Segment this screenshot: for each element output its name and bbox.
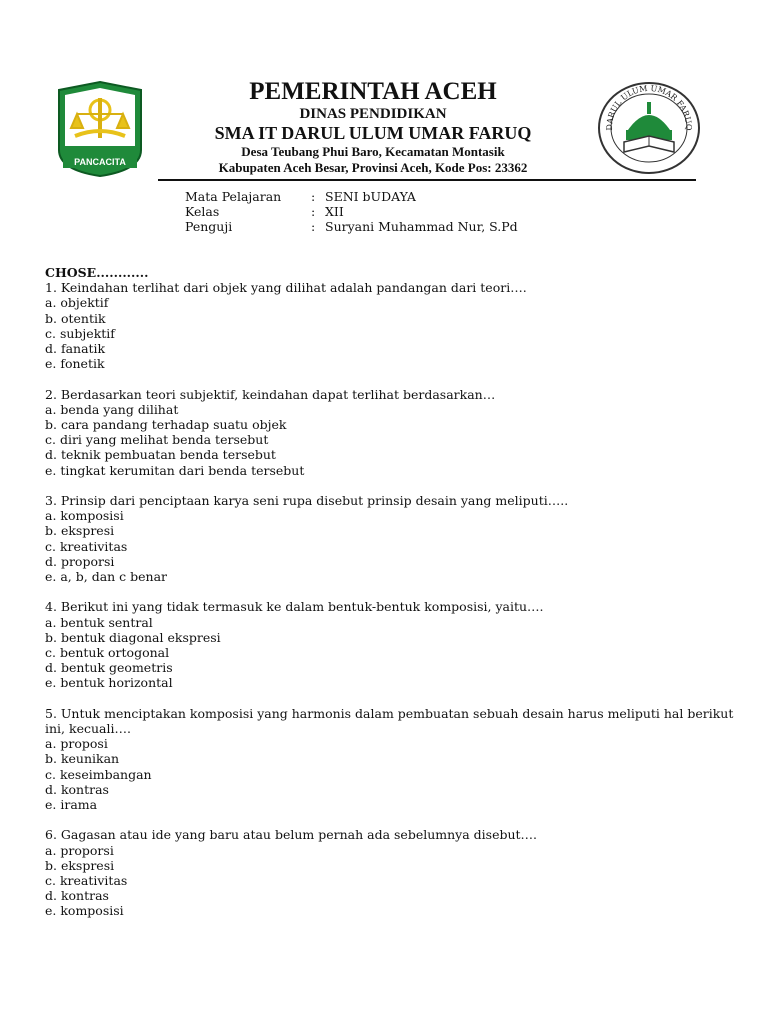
answer-option: d. teknik pembuatan benda tersebut	[45, 447, 276, 463]
answer-option: a. bentuk sentral	[45, 614, 153, 630]
answer-option: e. fonetik	[45, 356, 105, 372]
answer-option: a. proposi	[45, 736, 108, 752]
answer-option: d. kontras	[45, 888, 109, 904]
answer-option: e. irama	[45, 797, 98, 813]
answer-option: d. fanatik	[45, 341, 106, 357]
section-title: CHOSE............	[45, 265, 149, 280]
pancacita-label: PANCACITA	[74, 157, 126, 167]
question-text: 6. Gagasan atau ide yang baru atau belum pernah ada sebelumnya disebut….	[45, 827, 538, 843]
answer-option: d. bentuk geometris	[45, 660, 173, 676]
answer-option: b. ekspresi	[45, 523, 115, 539]
header-divider	[158, 179, 696, 181]
address-line-2: Kabupaten Aceh Besar, Provinsi Aceh, Kode Pos: 23362	[218, 160, 528, 175]
exam-info	[185, 189, 518, 234]
answer-option: e. a, b, dan c benar	[45, 569, 168, 585]
meta-value: XII	[325, 204, 344, 219]
question-block	[45, 387, 735, 478]
question-text: 5. Untuk menciptakan komposisi yang harmonis dalam pembuatan sebuah desain harus meliputi hal berikut ini, kecuali….	[45, 705, 734, 737]
question-block	[45, 599, 735, 690]
meta-separator: :	[311, 189, 316, 204]
question-block	[45, 706, 735, 812]
answer-option: a. objektif	[45, 295, 109, 311]
answer-option: d. proporsi	[45, 553, 115, 569]
answer-option: c. diri yang melihat benda tersebut	[45, 432, 269, 448]
meta-key: Penguji	[185, 219, 233, 234]
meta-row-subject	[185, 189, 518, 204]
answer-option: e. tingkat kerumitan dari benda tersebut	[45, 462, 305, 478]
seal-arc-text: DARUL ULUM UMAR FARUQ	[604, 83, 694, 131]
answer-option: b. ekspresi	[45, 857, 115, 873]
answer-option: b. cara pandang terhadap suatu objek	[45, 417, 287, 433]
question-list	[45, 265, 735, 934]
meta-key: Mata Pelajaran	[185, 189, 282, 204]
school-name: SMA IT DARUL ULUM UMAR FARUQ	[214, 123, 532, 143]
department-title: DINAS PENDIDIKAN	[299, 106, 447, 122]
address-line-1: Desa Teubang Phui Baro, Kecamatan Montasik	[241, 144, 505, 159]
answer-option: d. kontras	[45, 781, 109, 797]
answer-option: b. otentik	[45, 310, 106, 326]
question-text: 1. Keindahan terlihat dari objek yang dilihat adalah pandangan dari teori….	[45, 280, 527, 296]
question-text: 2. Berdasarkan teori subjektif, keindahan dapat terlihat berdasarkan…	[45, 386, 496, 402]
answer-option: e. komposisi	[45, 903, 124, 919]
government-title: PEMERINTAH ACEH	[249, 78, 497, 105]
question-block	[45, 280, 735, 371]
question-block	[45, 493, 735, 584]
answer-option: b. keunikan	[45, 751, 120, 767]
meta-key: Kelas	[185, 204, 220, 219]
meta-separator: :	[311, 204, 316, 219]
meta-row-examiner	[185, 219, 518, 234]
aceh-coat-of-arms-logo	[55, 80, 145, 178]
question-text: 3. Prinsip dari penciptaan karya seni rupa disebut prinsip desain yang meliputi…..	[45, 493, 569, 509]
answer-option: a. proporsi	[45, 842, 114, 858]
meta-row-class	[185, 204, 518, 219]
answer-option: a. benda yang dilihat	[45, 401, 179, 417]
answer-option: c. subjektif	[45, 325, 115, 341]
meta-value: Suryani Muhammad Nur, S.Pd	[325, 219, 518, 234]
answer-option: c. kreativitas	[45, 873, 128, 889]
answer-option: a. komposisi	[45, 508, 124, 524]
meta-value: SENI bUDAYA	[325, 189, 416, 204]
question-text: 4. Berikut ini yang tidak termasuk ke dalam bentuk-bentuk komposisi, yaitu….	[45, 599, 544, 615]
answer-option: c. bentuk ortogonal	[45, 645, 170, 661]
answer-option: c. kreativitas	[45, 538, 128, 554]
meta-separator: :	[311, 219, 316, 234]
letterhead	[0, 70, 768, 185]
question-block	[45, 827, 735, 918]
school-seal-logo	[596, 80, 702, 176]
answer-option: c. keseimbangan	[45, 766, 152, 782]
answer-option: e. bentuk horizontal	[45, 675, 173, 691]
answer-option: b. bentuk diagonal ekspresi	[45, 629, 221, 645]
